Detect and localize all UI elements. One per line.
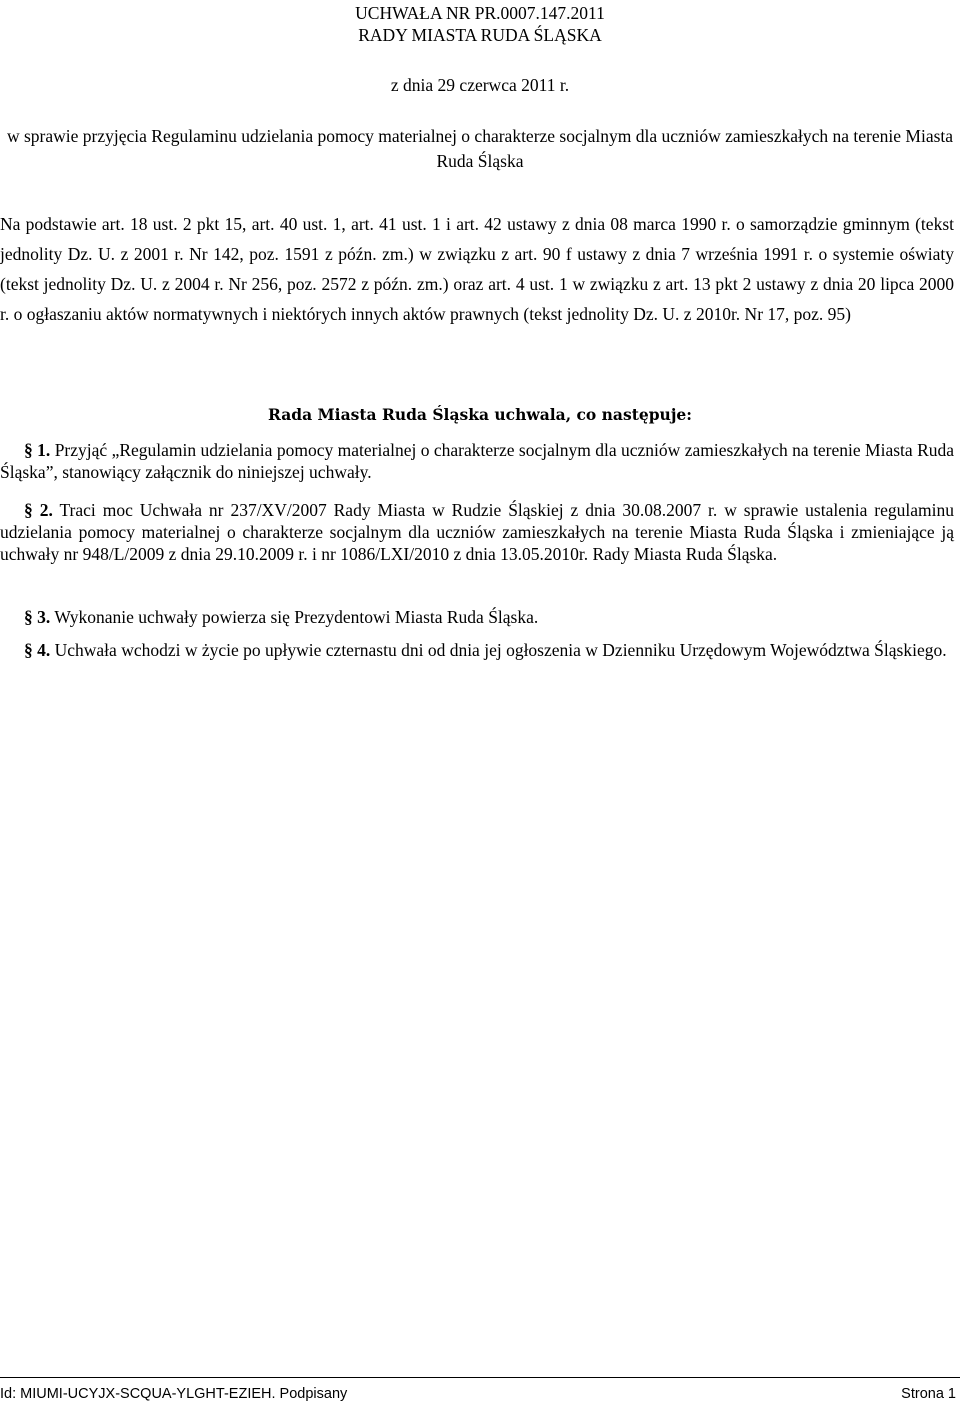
paragraph-2 (0, 499, 954, 565)
resolution-date: z dnia 29 czerwca 2011 r. (390, 75, 570, 95)
paragraph-3-text: Wykonanie uchwały powierza się Prezydentowi Miasta Ruda Śląska. (54, 607, 539, 627)
paragraph-4-symbol: § 4. (24, 640, 51, 660)
paragraph-1-text: Przyjąć „Regulamin udzielania pomocy materialnej o charakterze socjalnym dla uczniów zamieszkałych na terenie Miasta Ruda Śląska”, stanowiący załącznik do niniejszej uchwały. (0, 440, 955, 482)
legal-basis: Na podstawie art. 18 ust. 2 pkt 15, art. 40 ust. 1, art. 41 ust. 1 i art. 42 ustawy z dnia 08 marca 1990 r. o samorządzie gminnym (tekst jednolity Dz. U. z 2001 r. Nr 142, poz. 1591 z późn. zm.) w związku z art. 90 f ustawy z dnia 7 września 1991 r. o systemie oświaty (tekst jednolity Dz. U. z 2004 r. Nr 256, poz. 2572 z późn. zm.) oraz art. 4 ust. 1 w związku z art. 13 pkt 2 ustawy z dnia 20 lipca 2000 r. o ogłaszaniu aktów normatywnych i niektórych innych aktów prawnych (tekst jednolity Dz. U. z 2010r. Nr 17, poz. 95) (0, 214, 954, 324)
paragraph-3 (0, 606, 954, 628)
paragraph-2-text: Traci moc Uchwała nr 237/XV/2007 Rady Miasta w Rudzie Śląskiej z dnia 30.08.2007 r. w sprawie ustalenia regulaminu udzielania pomocy materialnej o charakterze socjalnym dla uczniów zamieszkałych na terenie Miasta Ruda Śląska i zmieniające ją uchwały nr 948/L/2009 z dnia 29.10.2009 r. i nr 1086/LXI/2010 z dnia 13.05.2010r. Rady Miasta Ruda Śląska. (0, 500, 955, 564)
resolution-subject: w sprawie przyjęcia Regulaminu udzielania pomocy materialnej o charakterze socjalnym dla uczniów zamieszkałych na terenie Miasta Ruda Śląska (6, 126, 954, 171)
paragraph-4 (0, 639, 954, 661)
paragraph-1-symbol: § 1. (24, 440, 51, 460)
resolves-heading: Rada Miasta Ruda Śląska uchwala, co następuje: (267, 405, 693, 424)
paragraph-3-symbol: § 3. (24, 607, 51, 627)
resolution-number: UCHWAŁA NR PR.0007.147.2011 (355, 3, 605, 23)
document-id: Id: MIUMI-UCYJX-SCQUA-YLGHT-EZIEH. Podpisany (0, 1386, 348, 1402)
paragraph-4-text: Uchwała wchodzi w życie po upływie czternastu dni od dnia jej ogłoszenia w Dzienniku Urzędowym Województwa Śląskiego. (54, 640, 947, 660)
paragraph-1 (0, 439, 954, 483)
paragraph-2-symbol: § 2. (24, 500, 53, 520)
council-name: RADY MIASTA RUDA ŚLĄSKA (358, 25, 602, 45)
page-number: Strona 1 (901, 1386, 956, 1402)
footer-divider (0, 1377, 960, 1378)
